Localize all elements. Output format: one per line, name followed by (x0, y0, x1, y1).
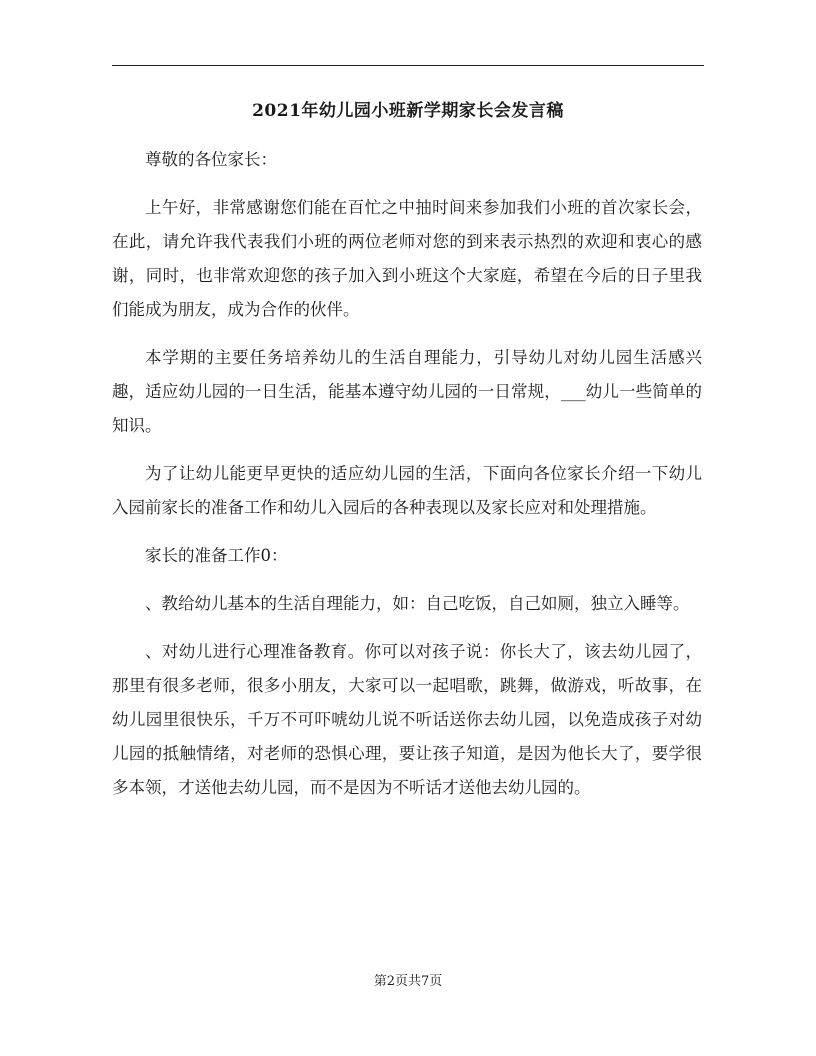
paragraph-semester-task: 本学期的主要任务培养幼儿的生活自理能力，引导幼儿对幼儿园生活感兴趣，适应幼儿园的一日生活，能基本遵守幼儿园的一日常规，___幼儿一些简单的知识。 (112, 348, 702, 435)
salutation: 尊敬的各位家长： (145, 150, 277, 169)
document-body (112, 143, 702, 819)
page-number: 第2页共7页 (373, 974, 443, 989)
list-item-self-care: 、教给幼儿基本的生活自理能力，如：自己吃饭，自己如厕，独立入睡等。 (145, 594, 690, 613)
list-item-psychological-prep: 、对幼儿进行心理准备教育。你可以对孩子说：你长大了，该去幼儿园了，那里有很多老师，很多小朋友，大家可以一起唱歌，跳舞，做游戏，听故事，在幼儿园里很快乐，千万不可吓唬幼儿说不听话送你去幼儿园，以免造成孩子对幼儿园的抵触情绪，对老师的恐惧心理，要让孩子知道，是因为他长大了，要学很多本领，才送他去幼儿园，而不是因为不听话才送他去幼儿园的。 (112, 642, 702, 797)
header-rule (112, 65, 704, 66)
section-heading-preparation: 家长的准备工作0： (145, 546, 288, 565)
document-title: 2021年幼儿园小班新学期家长会发言稿 (252, 101, 564, 121)
paragraph-introduction: 为了让幼儿能更早更快的适应幼儿园的生活，下面向各位家长介绍一下幼儿入园前家长的准备工作和幼儿入园后的各种表现以及家长应对和处理措施。 (112, 464, 702, 517)
paragraph-greeting: 上午好，非常感谢您们能在百忙之中抽时间来参加我们小班的首次家长会，在此，请允许我代表我们小班的两位老师对您的到来表示热烈的欢迎和衷心的感谢，同时，也非常欢迎您的孩子加入到小班这个大家庭，希望在今后的日子里我们能成为朋友，成为合作的伙伴。 (112, 198, 702, 319)
